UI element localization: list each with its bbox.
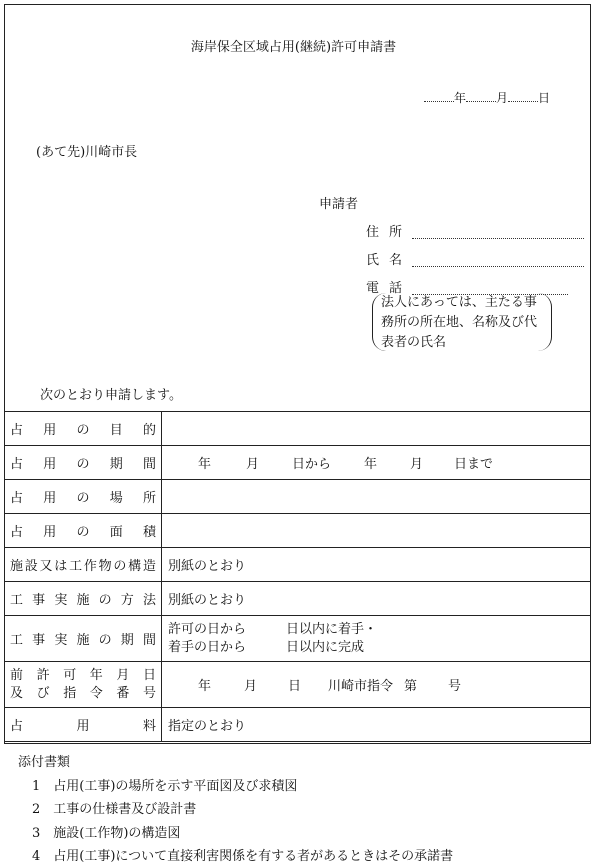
year-blank[interactable] xyxy=(424,91,454,102)
label-char: 設 xyxy=(24,559,38,574)
attachments-heading: 添付書類 xyxy=(18,755,71,770)
label-char: び xyxy=(36,685,50,701)
name-line[interactable] xyxy=(412,266,584,267)
label-char: 日 xyxy=(142,667,156,683)
label-char: 号 xyxy=(142,685,156,701)
table-row xyxy=(5,480,591,514)
label-char: 期 xyxy=(109,457,123,472)
structure-label xyxy=(5,548,162,582)
attachment-item: 1 占用(工事)の場所を示す平面図及び求積図 xyxy=(32,779,298,794)
label-char: 事 xyxy=(32,593,46,608)
place-value-cell[interactable] xyxy=(162,480,591,514)
label-char: 占 xyxy=(10,525,24,540)
purpose-label xyxy=(5,412,162,446)
label-char: の xyxy=(76,525,90,540)
label-char: 的 xyxy=(142,423,156,438)
work-start-days: 日以内に着手・ xyxy=(286,621,378,637)
work-complete-days: 日以内に完成 xyxy=(286,639,365,655)
applicant-heading: 申請者 xyxy=(319,197,359,212)
place-label xyxy=(5,480,162,514)
previous-permit-label xyxy=(5,662,162,708)
prev-number-suffix: 号 xyxy=(448,679,462,694)
label-spread xyxy=(10,667,156,685)
label-spread xyxy=(10,629,156,648)
work-period-line-1 xyxy=(168,621,584,639)
label-char: 用 xyxy=(43,491,57,506)
label-char: 方 xyxy=(120,593,134,608)
period-year-from: 年 xyxy=(198,457,212,472)
prev-city-order: 川崎市指令 xyxy=(328,679,394,694)
table-row xyxy=(5,514,591,548)
label-char: 及 xyxy=(10,685,24,701)
label-char: 番 xyxy=(116,685,130,701)
table-row xyxy=(5,548,591,582)
label-char: 物 xyxy=(98,559,112,574)
area-label xyxy=(5,514,162,548)
label-char: 工 xyxy=(69,559,83,574)
period-values xyxy=(168,453,584,472)
phone-label: 電話 xyxy=(366,281,413,296)
label-char: 令 xyxy=(89,685,103,701)
label-char: 占 xyxy=(10,423,24,438)
label-char: 場 xyxy=(109,491,123,506)
label-char: 構 xyxy=(128,559,142,574)
period-day-from: 日から xyxy=(292,457,332,472)
label-char: 料 xyxy=(142,719,156,734)
label-char: 造 xyxy=(142,559,156,574)
label-char: の xyxy=(113,559,127,574)
addressee: (あて先)川崎市長 xyxy=(36,145,138,160)
label-char: 用 xyxy=(43,457,57,472)
structure-value: 別紙のとおり xyxy=(162,548,591,582)
purpose-value-cell[interactable] xyxy=(162,412,591,446)
label-char: の xyxy=(98,633,112,648)
label-char: 指 xyxy=(63,685,77,701)
label-spread xyxy=(10,715,156,734)
label-char: 工 xyxy=(10,633,24,648)
table-row xyxy=(5,412,591,446)
label-char: 占 xyxy=(10,491,24,506)
label-char: の xyxy=(98,593,112,608)
table-row xyxy=(5,446,591,480)
label-char: 施 xyxy=(10,559,24,574)
label-char: 又 xyxy=(39,559,53,574)
intro-text: 次のとおり申請します。 xyxy=(40,388,182,403)
table-row xyxy=(5,662,591,708)
label-char: 実 xyxy=(54,633,68,648)
work-start-from: 許可の日から xyxy=(168,621,247,637)
label-char: 実 xyxy=(54,593,68,608)
label-char: 施 xyxy=(76,593,90,608)
prev-year: 年 xyxy=(198,679,212,694)
label-char: 事 xyxy=(32,633,46,648)
label-char: の xyxy=(76,491,90,506)
period-month-to: 月 xyxy=(410,457,424,472)
attachment-item: 2 工事の仕様書及び設計書 xyxy=(32,802,197,817)
prev-day: 日 xyxy=(288,679,302,694)
label-char: 工 xyxy=(10,593,24,608)
label-char: 用 xyxy=(43,525,57,540)
name-field[interactable] xyxy=(366,249,413,268)
table-row xyxy=(5,582,591,616)
name-label: 氏名 xyxy=(366,253,413,268)
previous-permit-values xyxy=(168,675,584,694)
label-char: 作 xyxy=(83,559,97,574)
prev-month: 月 xyxy=(244,679,258,694)
label-char: 前 xyxy=(10,667,24,683)
work-period-value[interactable] xyxy=(162,616,591,662)
label-char: 月 xyxy=(116,667,130,683)
area-value-cell[interactable] xyxy=(162,514,591,548)
application-table xyxy=(4,411,591,742)
period-label xyxy=(5,446,162,480)
previous-permit-value[interactable] xyxy=(162,662,591,708)
label-char: 占 xyxy=(10,719,24,734)
label-char: は xyxy=(54,559,68,574)
application-date: 年 月 日 xyxy=(424,89,550,106)
address-label: 住所 xyxy=(366,225,413,240)
label-char: 期 xyxy=(120,633,134,648)
method-label xyxy=(5,582,162,616)
label-char: 間 xyxy=(142,633,156,648)
label-char: 用 xyxy=(43,423,57,438)
table-row xyxy=(5,708,591,742)
label-spread xyxy=(10,419,156,438)
label-char: 目 xyxy=(109,423,123,438)
day-blank[interactable] xyxy=(508,91,538,102)
label-char: 年 xyxy=(89,667,103,683)
label-spread xyxy=(10,555,156,574)
label-spread xyxy=(10,487,156,506)
work-period-line-2 xyxy=(168,639,584,657)
label-char: の xyxy=(76,423,90,438)
label-char: 面 xyxy=(109,525,123,540)
prev-number-prefix: 第 xyxy=(404,679,418,694)
month-blank[interactable] xyxy=(466,91,496,102)
label-spread xyxy=(10,521,156,540)
label-char: 法 xyxy=(142,593,156,608)
label-spread xyxy=(10,453,156,472)
work-complete-from: 着手の日から xyxy=(168,639,247,655)
fee-label xyxy=(5,708,162,742)
address-field[interactable] xyxy=(366,221,413,240)
table-row xyxy=(5,616,591,662)
attachment-item: 4 占用(工事)について直接利害関係を有する者があるときはその承諾書 xyxy=(32,849,454,864)
period-value-cell[interactable] xyxy=(162,446,591,480)
label-spread xyxy=(10,685,156,703)
address-line[interactable] xyxy=(412,238,584,239)
label-char: 可 xyxy=(63,667,77,683)
work-period-label xyxy=(5,616,162,662)
corporate-note: 法人にあっては、主たる事務所の所在地、名称及び代表者の氏名 xyxy=(372,293,552,351)
fee-value: 指定のとおり xyxy=(162,708,591,742)
page-title: 海岸保全区域占用(継続)許可申請書 xyxy=(190,40,397,55)
label-char: 用 xyxy=(76,719,90,734)
label-char: 許 xyxy=(36,667,50,683)
label-char: の xyxy=(76,457,90,472)
label-char: 間 xyxy=(142,457,156,472)
attachment-item: 3 施設(工作物)の構造図 xyxy=(32,826,181,841)
label-char: 所 xyxy=(142,491,156,506)
label-char: 積 xyxy=(142,525,156,540)
period-year-to: 年 xyxy=(364,457,378,472)
label-char: 施 xyxy=(76,633,90,648)
period-day-to: 日まで xyxy=(454,457,494,472)
label-char: 占 xyxy=(10,457,24,472)
method-value: 別紙のとおり xyxy=(162,582,591,616)
period-month-from: 月 xyxy=(246,457,260,472)
label-spread xyxy=(10,589,156,608)
